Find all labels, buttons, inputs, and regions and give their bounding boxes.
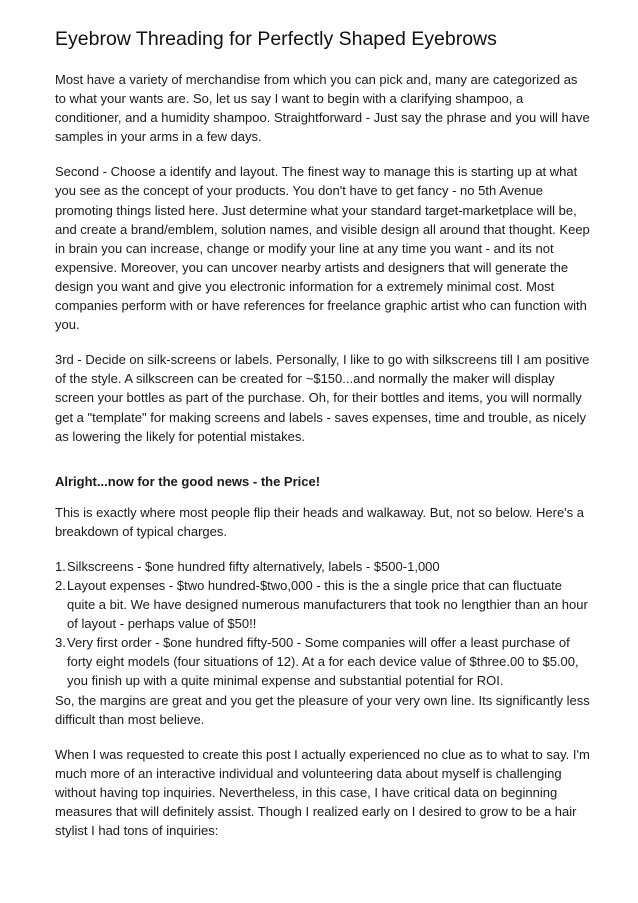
- price-intro-paragraph: This is exactly where most people flip their heads and walkaway. But, not so below. Here's a breakdown of typical charges.: [55, 504, 585, 539]
- list-item-number: 1.: [55, 558, 66, 574]
- list-item: [55, 633, 590, 690]
- list-item-number: 2.: [55, 577, 66, 593]
- margins-paragraph: So, the margins are great and you get the pleasure of your very own line. Its significantly less difficult than most believe.: [55, 692, 590, 727]
- paragraph-3: 3rd - Decide on silk-screens or labels. Personally, I like to go with silkscreens till I am positive of the style. A silkscreen can be created for ~$150...and normally the maker will display screen your bottles as part of the purchase. Oh, for their bottles and items, you will normally get a "template" for making screens and labels - saves expenses, time and trouble, as nicely as lowering the likely for potential mistakes.: [55, 352, 590, 444]
- closing-paragraph: When I was requested to create this post I actually experienced no clue as to what to say. I'm much more of an interactive individual and volunteering data about myself is challenging without having top inquiries. Nevertheless, in this case, I have critical data on beginning measures that will definitely assist. Though I realized early on I desired to grow to be a hair stylist I had tons of inquiries:: [55, 746, 590, 839]
- list-item-text: Silkscreens - $one hundred fifty alternatively, labels - $500-1,000: [67, 558, 440, 574]
- price-breakdown-list: [55, 557, 590, 691]
- paragraph-2: Second - Choose a identify and layout. The finest way to manage this is starting up at what you see as the concept of your products. You don't have to get fancy - no 5th Avenue promoting things listed here. Just determine what your standard target-marketplace will be, and create a brand/emblem, solution names, and visible design all around that thought. Keep in brain you can increase, change or modify your line at any time you want - and its not expensive. Moreover, you can uncover nearby artists and designers that will generate the design you want and give you electronic information for a extremely minimal cost. Most companies perform with or have references for freelance graphic artist who can function with you.: [55, 164, 590, 333]
- section-heading-price: Alright...now for the good news - the Price!: [55, 473, 321, 489]
- list-item: [55, 576, 590, 633]
- list-item-number: 3.: [55, 635, 66, 651]
- paragraph-1: Most have a variety of merchandise from which you can pick and, many are categorized as to what your wants are. So, let us say I want to begin with a clarifying shampoo, a conditioner, and a humidity shampoo. Straightforward - Just say the phrase and you will have samples in your arms in a few days.: [55, 72, 590, 145]
- list-item: [55, 557, 590, 576]
- list-item-text: Very first order - $one hundred fifty-500 - Some companies will offer a least purchase of forty eight models (four situations of 12). At a for each device value of $three.00 to $5.00, you finish up with a quite minimal expense and substantial potential for ROI.: [67, 635, 579, 689]
- list-item-text: Layout expenses - $two hundred-$two,000 - this is the a single price that can fluctuate quite a bit. We have designed numerous manufacturers that took no lengthier than an hour of layout - perhaps value of $50!!: [67, 577, 588, 632]
- document-title: Eyebrow Threading for Perfectly Shaped Eyebrows: [55, 28, 497, 50]
- document-page: [55, 26, 590, 856]
